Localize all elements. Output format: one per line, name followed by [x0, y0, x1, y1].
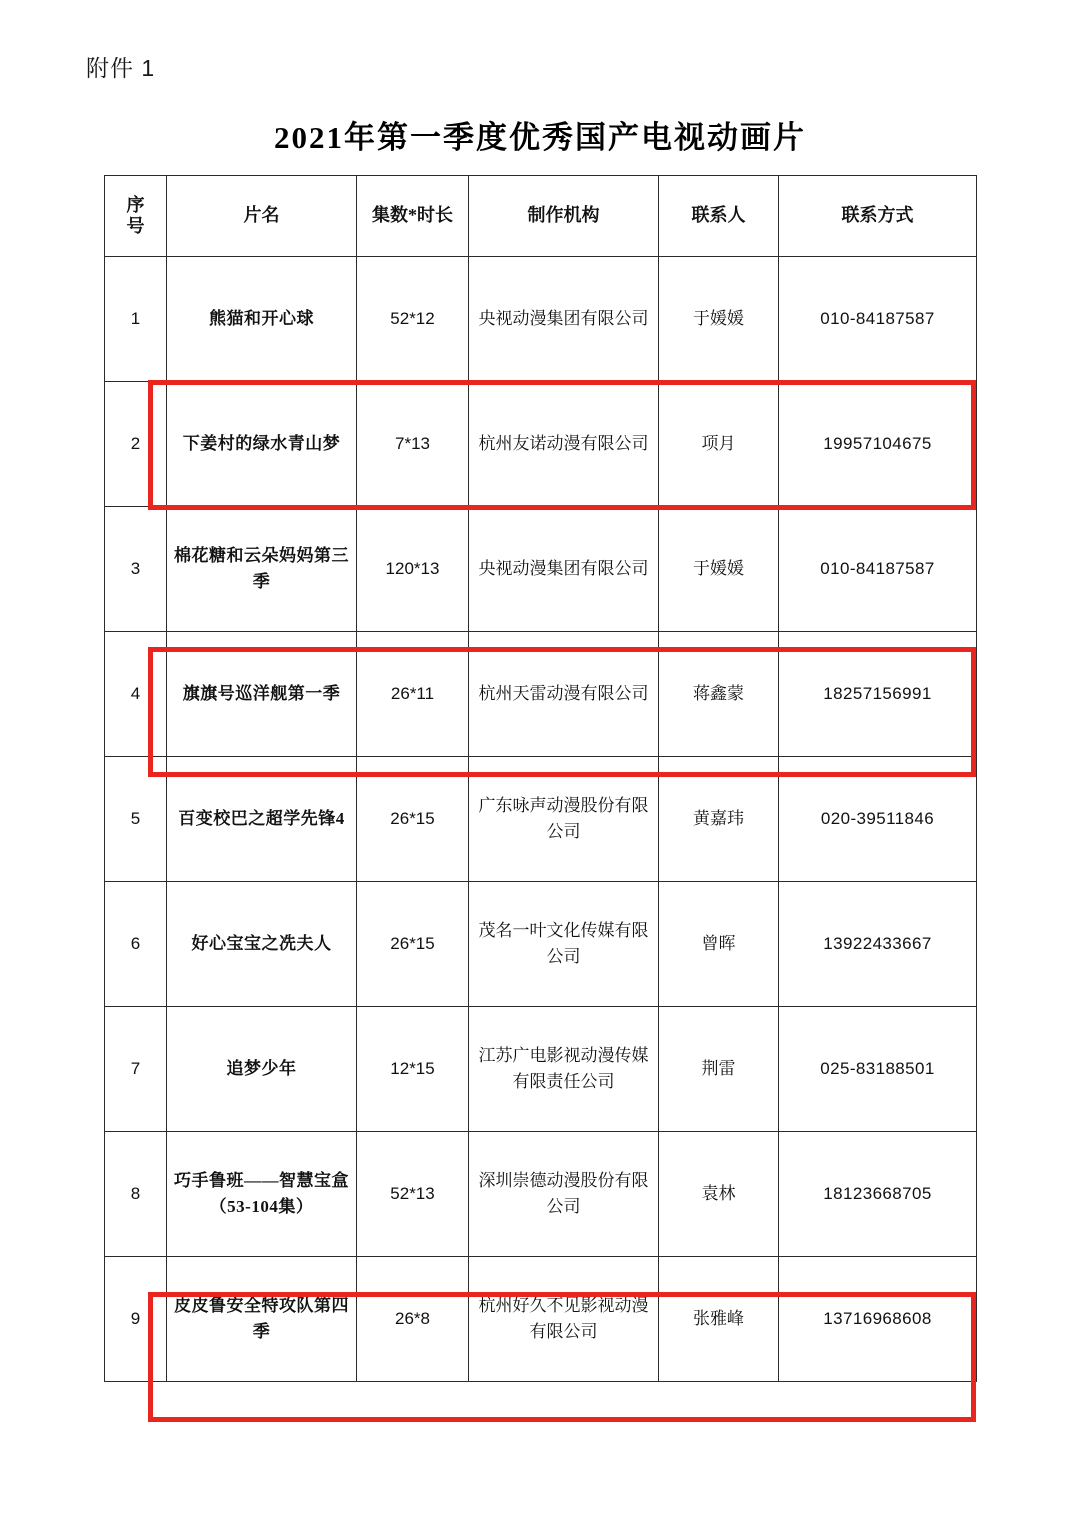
table-row	[105, 1007, 977, 1132]
table-row	[105, 1257, 977, 1382]
row-organization: 杭州天雷动漫有限公司	[469, 632, 659, 757]
column-header-index-line2: 号	[126, 216, 145, 236]
row-title: 百变校巴之超学先锋4	[167, 757, 357, 882]
row-contact: 袁林	[659, 1132, 779, 1257]
row-title: 下姜村的绿水青山梦	[167, 382, 357, 507]
column-header-contact: 联系人	[659, 176, 779, 257]
row-episodes: 12*15	[357, 1007, 469, 1132]
row-episodes: 26*15	[357, 757, 469, 882]
table-header-row	[105, 176, 977, 257]
row-episodes: 26*11	[357, 632, 469, 757]
row-organization: 杭州好久不见影视动漫有限公司	[469, 1257, 659, 1382]
row-phone: 025-83188501	[779, 1007, 977, 1132]
row-index: 5	[105, 757, 167, 882]
column-header-phone: 联系方式	[779, 176, 977, 257]
row-organization: 央视动漫集团有限公司	[469, 257, 659, 382]
row-contact: 曾晖	[659, 882, 779, 1007]
table-row	[105, 257, 977, 382]
row-title: 皮皮鲁安全特攻队第四季	[167, 1257, 357, 1382]
column-header-index	[105, 176, 167, 257]
table-row	[105, 382, 977, 507]
row-organization: 央视动漫集团有限公司	[469, 507, 659, 632]
page-title: 2021年第一季度优秀国产电视动画片	[274, 120, 806, 155]
row-title: 巧手鲁班——智慧宝盒（53-104集）	[167, 1132, 357, 1257]
row-contact: 于媛媛	[659, 507, 779, 632]
row-organization: 江苏广电影视动漫传媒有限责任公司	[469, 1007, 659, 1132]
row-phone: 010-84187587	[779, 507, 977, 632]
row-title: 追梦少年	[167, 1007, 357, 1132]
row-index: 9	[105, 1257, 167, 1382]
row-index: 6	[105, 882, 167, 1007]
table-container	[104, 175, 976, 1382]
row-phone: 13716968608	[779, 1257, 977, 1382]
row-phone: 18257156991	[779, 632, 977, 757]
column-header-index-line1: 序	[126, 195, 145, 216]
row-episodes: 26*8	[357, 1257, 469, 1382]
row-title: 好心宝宝之冼夫人	[167, 882, 357, 1007]
row-episodes: 52*13	[357, 1132, 469, 1257]
row-index: 4	[105, 632, 167, 757]
row-contact: 蒋鑫蒙	[659, 632, 779, 757]
row-title: 旗旗号巡洋舰第一季	[167, 632, 357, 757]
row-contact: 张雅峰	[659, 1257, 779, 1382]
row-phone: 020-39511846	[779, 757, 977, 882]
animation-list-table	[104, 175, 977, 1382]
row-phone: 19957104675	[779, 382, 977, 507]
table-row	[105, 632, 977, 757]
row-organization: 广东咏声动漫股份有限公司	[469, 757, 659, 882]
row-title: 棉花糖和云朵妈妈第三季	[167, 507, 357, 632]
table-row	[105, 1132, 977, 1257]
row-phone: 18123668705	[779, 1132, 977, 1257]
row-organization: 杭州友诺动漫有限公司	[469, 382, 659, 507]
table-row	[105, 882, 977, 1007]
attachment-label: 附件 1	[86, 55, 156, 81]
column-header-organization: 制作机构	[469, 176, 659, 257]
column-header-title: 片名	[167, 176, 357, 257]
row-index: 7	[105, 1007, 167, 1132]
row-contact: 于媛媛	[659, 257, 779, 382]
row-contact: 荆雷	[659, 1007, 779, 1132]
row-phone: 13922433667	[779, 882, 977, 1007]
column-header-episodes: 集数*时长	[357, 176, 469, 257]
row-episodes: 120*13	[357, 507, 469, 632]
row-episodes: 52*12	[357, 257, 469, 382]
row-contact: 项月	[659, 382, 779, 507]
table-header	[105, 176, 977, 257]
row-index: 3	[105, 507, 167, 632]
table-row	[105, 757, 977, 882]
row-index: 2	[105, 382, 167, 507]
row-index: 8	[105, 1132, 167, 1257]
table-row	[105, 507, 977, 632]
row-title: 熊猫和开心球	[167, 257, 357, 382]
row-contact: 黄嘉玮	[659, 757, 779, 882]
row-index: 1	[105, 257, 167, 382]
row-phone: 010-84187587	[779, 257, 977, 382]
row-episodes: 26*15	[357, 882, 469, 1007]
row-organization: 茂名一叶文化传媒有限公司	[469, 882, 659, 1007]
row-organization: 深圳崇德动漫股份有限公司	[469, 1132, 659, 1257]
table-body	[105, 257, 977, 1382]
row-episodes: 7*13	[357, 382, 469, 507]
